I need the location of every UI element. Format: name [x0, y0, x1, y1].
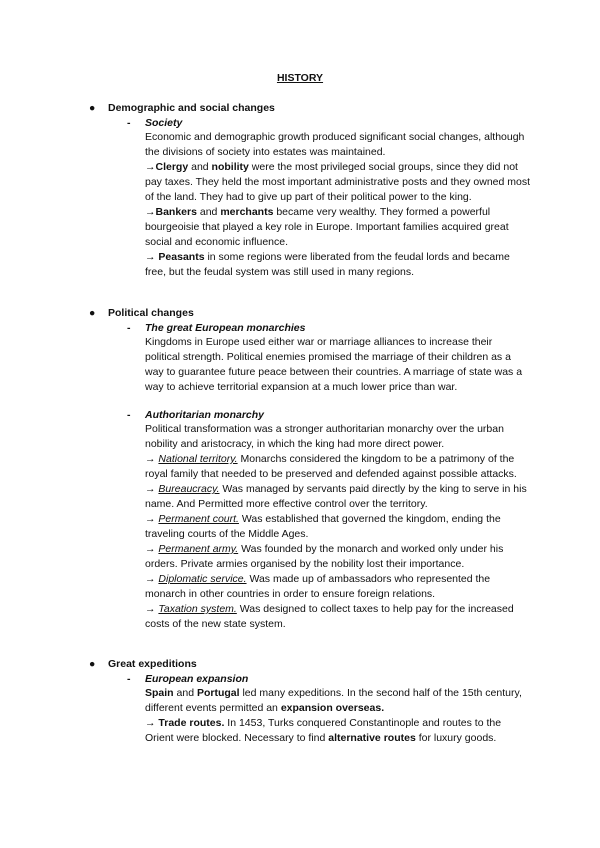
dash-icon: -: [127, 673, 131, 685]
paragraph: → Taxation system. Was designed to collect taxes to help pay for the increased costs of the new state system.: [145, 603, 514, 630]
subsection-heading-society: - Society: [127, 117, 183, 129]
paragraph: → National territory. Monarchs considered the kingdom to be a patrimony of the royal family that needed to be preserved and defended against possible attacks.: [145, 453, 517, 480]
paragraph: → Peasants in some regions were liberated from the feudal lords and became free, but the feudal system was still used in many regions.: [145, 251, 510, 278]
monarchies-body: [145, 335, 530, 395]
authoritarian-body: [145, 422, 530, 632]
paragraph: → Permanent court. Was established that governed the kingdom, ending the traveling courts of the Middle Ages.: [145, 513, 501, 540]
subsection-heading-monarchies: - The great European monarchies: [127, 322, 306, 334]
society-body: [145, 130, 530, 280]
paragraph: Economic and demographic growth produced significant social changes, although the divisions of society into estates was maintained.: [145, 131, 525, 158]
dash-icon: -: [127, 409, 131, 421]
paragraph: → Bureaucracy. Was managed by servants paid directly by the king to serve in his name. And Permitted more effective control over the territory.: [145, 483, 527, 510]
paragraph: → Permanent army. Was founded by the monarch and worked only under his orders. Private armies organised by the nobility lost their importance.: [145, 543, 504, 570]
dash-icon: -: [127, 322, 131, 334]
paragraph: →Clergy and nobility were the most privileged social groups, since they did not pay taxes. They held the most important administrative posts and they owned most of the land. They had to give up part of their political power to the king.: [145, 161, 531, 203]
paragraph: →Bankers and merchants became very wealthy. They formed a powerful bourgeoisie that played a key role in Europe. Important families acquired great social and economic influence.: [145, 206, 509, 248]
bullet-icon: ●: [89, 102, 96, 114]
document-page: HISTORY ● Demographic and social changes - Society Economic and demographic growth produced significant social changes, although the divisions of society into estates was maintained. →Clergy and nobility were the most privileged social groups, since they did not pay taxes. They held the most important administrative posts and they owned most of the land. They had to give up part of their political power to the king. →Bankers and merchants became very wealthy. They formed a powerful bourgeoisie that played a key role in Europe. Important families acquired great social and economic influence. → Peasants in some regions were liberated from the feudal lords and became free, but the feudal system was still used in many regions. ● Political changes - The great European monarchies Kingdoms in Europe used either war or marriage alliances to increase their political strength. Political enemies promised the marriage of their children as a way to guarantee future peace between their countries. A marriage of state was a way to achieve territorial expansion at a much lower price than war. - Authoritarian monarchy Political transformation was a stronger authoritarian monarchy over the urban nobility and aristocracy, in which the king had more direct power. → National territory. Monarchs considered the kingdom to be a patrimony of the royal family that needed to be preserved and defended against possible attacks. → Bureaucracy. Was managed by servants paid directly by the king to serve in his name. And Permitted more effective control over the territory. → Permanent court. Was established that governed the kingdom, ending the traveling courts of the Middle Ages. → Permanent army. Was founded by the monarch and worked only under his orders. Private armies organised by the nobility lost their importance. → Diplomatic service. Was made up of ambassadors who represented the monarch in other countries in order to ensure foreign relations. → Taxation system. Was designed to collect taxes to help pay for the increased costs of the new state system. ● Great expeditions - European expansion Spain and Portugal led many expeditions. In the second half of the 15th century, different events permitted an expansion overseas. → Trade routes. In 1453, Turks conquered Constantinople and routes to the Orient were blocked. Necessary to find alternative routes for luxury goods.: [0, 0, 600, 848]
bullet-icon: ●: [89, 658, 96, 670]
page-title: HISTORY: [276, 72, 324, 84]
paragraph: Spain and Portugal led many expeditions. In the second half of the 15th century, different events permitted an expansion overseas.: [145, 687, 522, 714]
subsection-heading-authoritarian: - Authoritarian monarchy: [127, 409, 265, 421]
expansion-body: [145, 686, 530, 746]
paragraph: → Diplomatic service. Was made up of ambassadors who represented the monarch in other countries in order to ensure foreign relations.: [145, 573, 491, 600]
paragraph: Political transformation was a stronger authoritarian monarchy over the urban nobility and aristocracy, in which the king had more direct power.: [145, 423, 504, 450]
paragraph: → Trade routes. In 1453, Turks conquered Constantinople and routes to the Orient were blocked. Necessary to find alternative routes for luxury goods.: [145, 717, 502, 744]
dash-icon: -: [127, 117, 131, 129]
paragraph: Kingdoms in Europe used either war or marriage alliances to increase their political strength. Political enemies promised the marriage of their children as a way to guarantee future peace between their countries. A marriage of state was a way to achieve territorial expansion at a much lower price than war.: [145, 336, 523, 393]
subsection-heading-expansion: - European expansion: [127, 673, 249, 685]
bullet-icon: ●: [89, 307, 96, 319]
